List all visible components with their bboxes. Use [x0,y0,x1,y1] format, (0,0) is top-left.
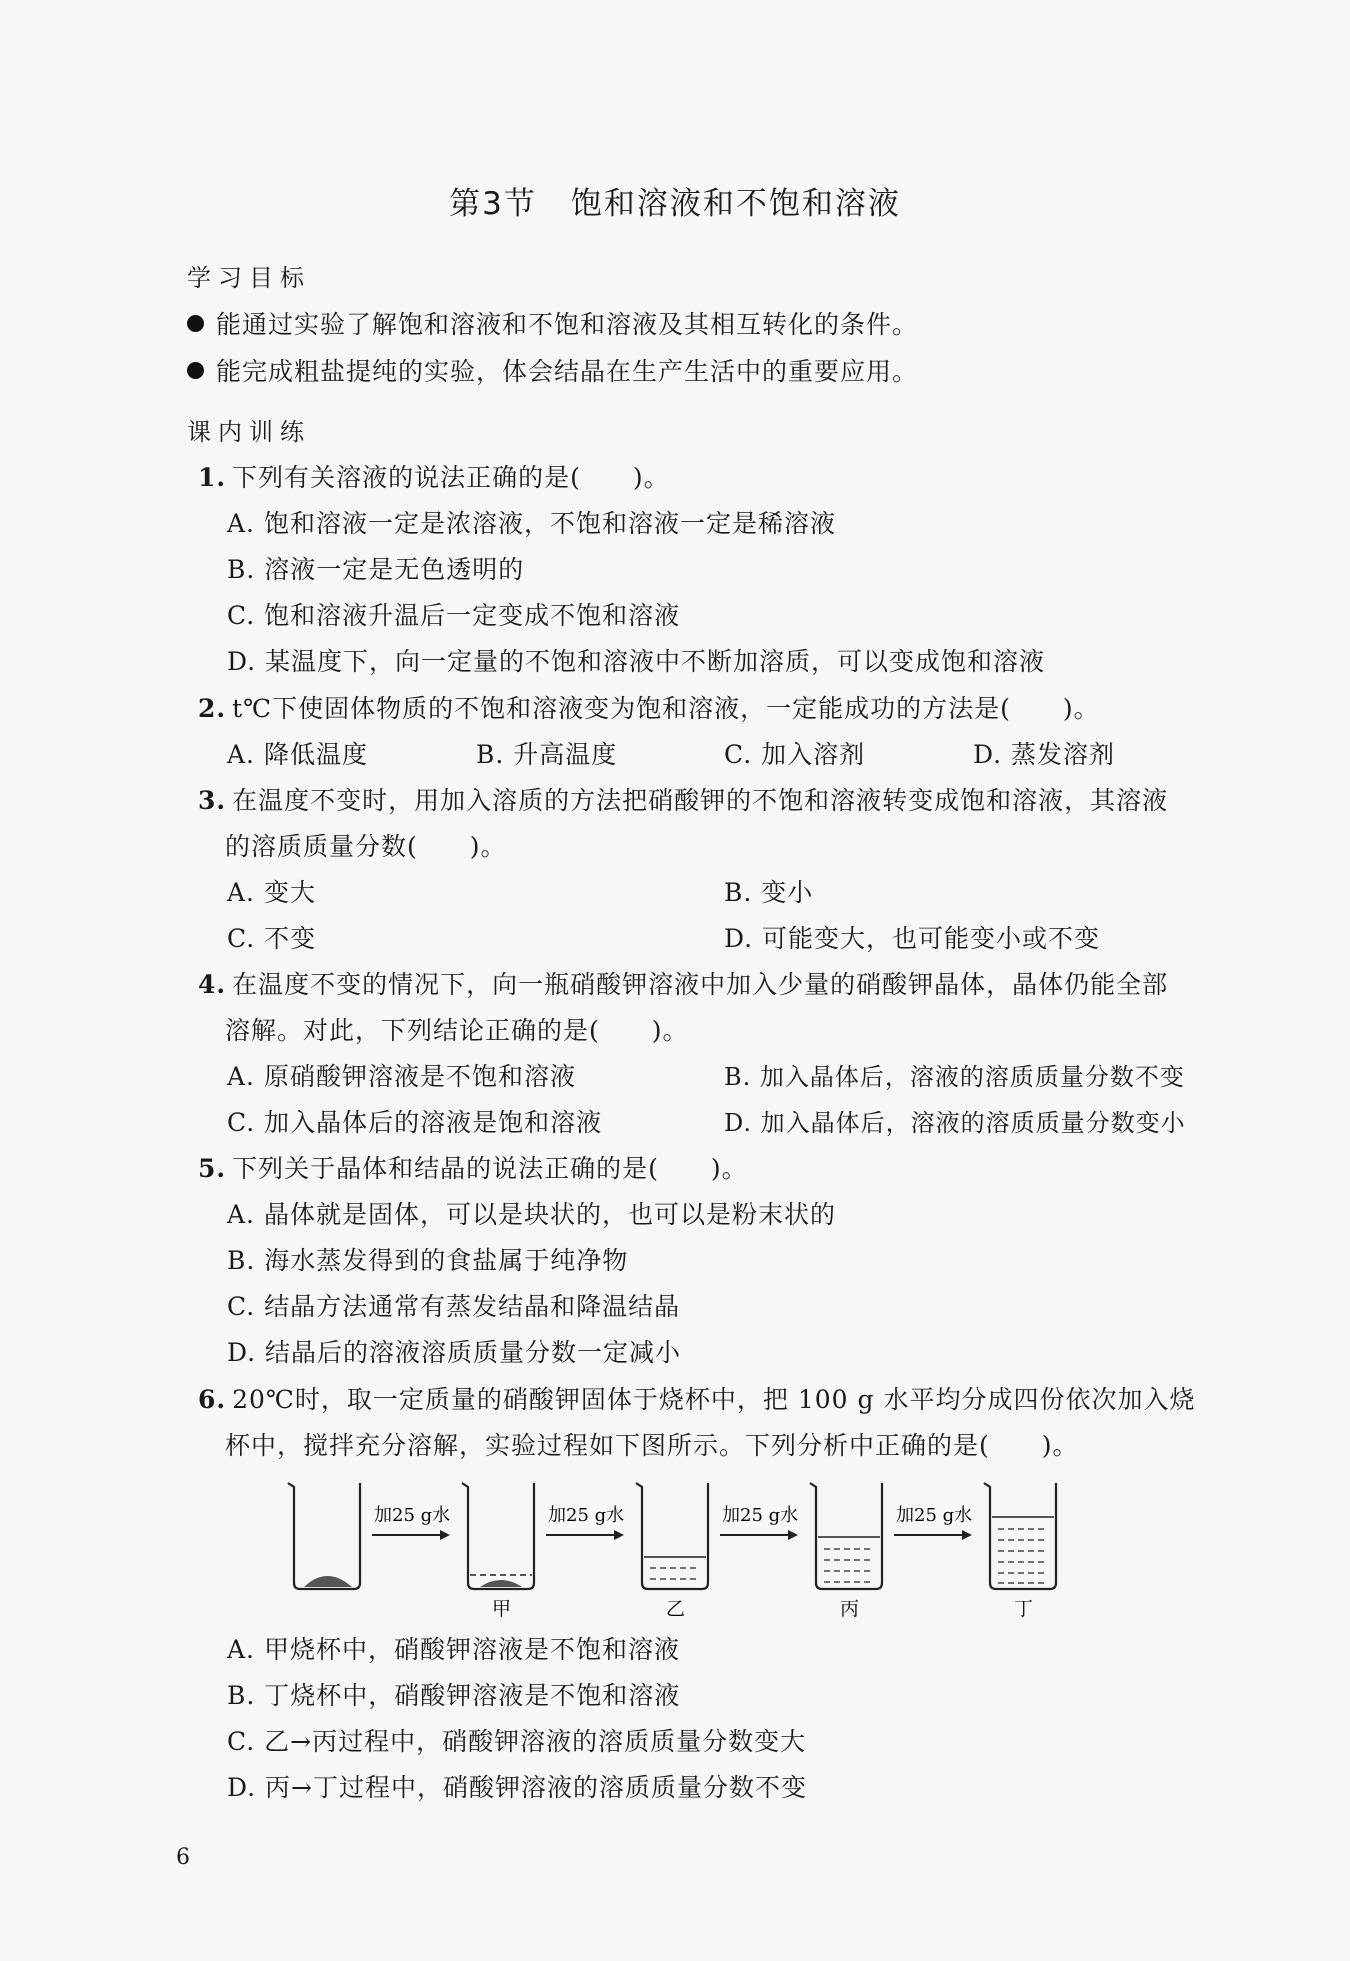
q5-option-b: B. 海水蒸发得到的食盐属于纯净物 [227,1246,629,1275]
q6-option-a: A. 甲烧杯中，硝酸钾溶液是不饱和溶液 [227,1635,680,1664]
beaker-label-ding: 丁 [1014,1598,1034,1620]
arrow-add-water-4 [894,1505,972,1540]
q2-option-b: B. 升高温度 [476,740,618,769]
arrow-label: 加25 g水 [374,1505,451,1526]
q2-option-d: D. 蒸发溶剂 [973,740,1116,769]
q4-option-a: A. 原硝酸钾溶液是不饱和溶液 [227,1062,576,1091]
q3-option-b: B. 变小 [724,878,814,907]
solid-pile [304,1576,352,1587]
arrow-add-water-1 [372,1505,450,1540]
q6-option-c: C. 乙→丙过程中，硝酸钾溶液的溶质质量分数变大 [227,1727,807,1756]
arrow-add-water-3 [720,1505,798,1540]
q3-option-c: C. 不变 [227,924,317,953]
learning-goals-heading: 学习目标 [187,264,311,292]
q1-option-a: A. 饱和溶液一定是浓溶液，不饱和溶液一定是稀溶液 [227,509,836,538]
page-number: 6 [176,1845,190,1870]
section-name: 饱和溶液和不饱和溶液 [570,186,901,222]
q3-option-a: A. 变大 [227,878,316,907]
q1-option-b: B. 溶液一定是无色透明的 [227,555,525,584]
question-1: 1. 下列有关溶液的说法正确的是( )。 [198,463,670,492]
q5-option-d: D. 结晶后的溶液溶质质量分数一定减小 [227,1338,682,1367]
beaker-label-bing: 丙 [840,1598,860,1620]
beaker-ding [984,1483,1056,1620]
q5-option-c: C. 结晶方法通常有蒸发结晶和降温结晶 [227,1292,681,1321]
q3-stem-line-2: 的溶质质量分数( )。 [225,832,507,861]
q6-option-b: B. 丁烧杯中，硝酸钾溶液是不饱和溶液 [227,1681,681,1710]
bullet-icon [187,362,204,379]
arrow-label: 加25 g水 [722,1505,799,1526]
training-heading: 课内训练 [187,418,311,446]
arrow-add-water-2 [546,1505,624,1540]
q1-option-d: D. 某温度下，向一定量的不饱和溶液中不断加溶质，可以变成饱和溶液 [227,647,1046,676]
q6-option-d: D. 丙→丁过程中，硝酸钾溶液的溶质质量分数不变 [227,1773,807,1802]
beaker-yi [636,1483,708,1620]
section-number: 第3节 [449,186,537,222]
q4-option-d: D. 加入晶体后，溶液的溶质质量分数变小 [724,1109,1186,1137]
q4-stem-line-2: 溶解。对此，下列结论正确的是( )。 [225,1016,689,1045]
arrow-label: 加25 g水 [896,1505,973,1526]
question-5: 5. 下列关于晶体和结晶的说法正确的是( )。 [198,1154,748,1183]
beaker-initial [288,1483,360,1589]
question-2: 2. t℃下使固体物质的不饱和溶液变为饱和溶液，一定能成功的方法是( )。 [198,694,1100,723]
learning-goal-item: 能完成粗盐提纯的实验，体会结晶在生产生活中的重要应用。 [187,352,918,388]
q1-option-c: C. 饱和溶液升温后一定变成不饱和溶液 [227,601,681,630]
q6-stem-line-2: 杯中，搅拌充分溶解，实验过程如下图所示。下列分析中正确的是( )。 [225,1431,1079,1460]
question-3: 3. 在温度不变时，用加入溶质的方法把硝酸钾的不饱和溶液转变成饱和溶液，其溶液 [198,786,1169,815]
section-title [0,178,1350,223]
q5-option-a: A. 晶体就是固体，可以是块状的，也可以是粉末状的 [227,1200,836,1229]
q4-option-b: B. 加入晶体后，溶液的溶质质量分数不变 [724,1063,1185,1091]
beaker-experiment-figure [280,1475,1100,1625]
question-6: 6. 20℃时，取一定质量的硝酸钾固体于烧杯中，把 100 g 水平均分成四份依次加入烧 [198,1385,1196,1414]
beaker-jia [462,1483,534,1620]
q4-option-c: C. 加入晶体后的溶液是饱和溶液 [227,1108,603,1137]
beaker-label-jia: 甲 [492,1598,512,1620]
q2-option-c: C. 加入溶剂 [724,740,866,769]
beaker-bing [810,1483,882,1620]
bullet-icon [187,315,204,332]
learning-goal-item: 能通过实验了解饱和溶液和不饱和溶液及其相互转化的条件。 [187,305,918,341]
q2-option-a: A. 降低温度 [227,740,368,769]
arrow-label: 加25 g水 [548,1505,625,1526]
question-4: 4. 在温度不变的情况下，向一瓶硝酸钾溶液中加入少量的硝酸钾晶体，晶体仍能全部 [198,970,1169,999]
beaker-label-yi: 乙 [666,1598,686,1620]
q3-option-d: D. 可能变大，也可能变小或不变 [724,924,1101,953]
